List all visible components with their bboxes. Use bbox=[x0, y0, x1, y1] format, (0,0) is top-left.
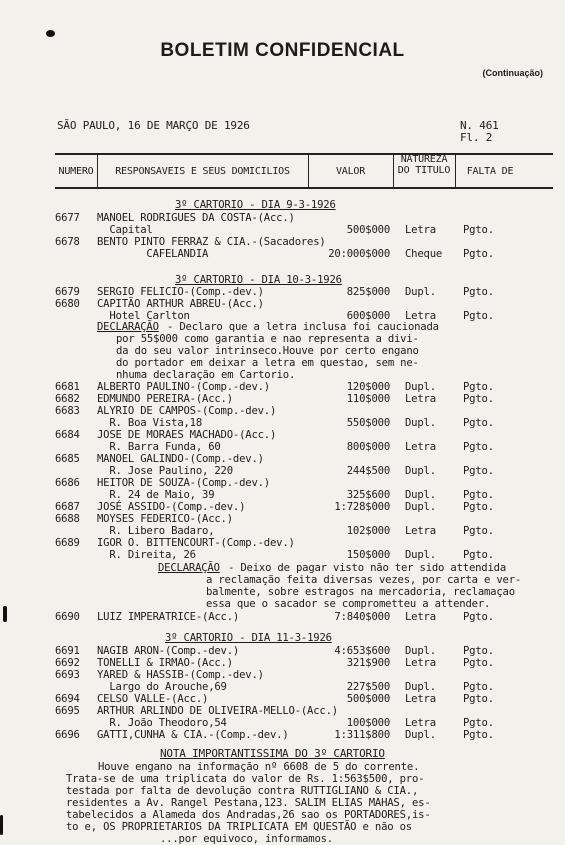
entry-name: MOYSES FEDERICO-(Acc.) bbox=[97, 513, 233, 525]
entry-nature: Dupl. bbox=[405, 549, 436, 561]
entry-value: 20:000$000 bbox=[328, 248, 390, 260]
entry-nature: Dupl. bbox=[405, 729, 436, 741]
header-natureza: NATUREZA DO TITULO bbox=[397, 154, 451, 176]
entry-name: JOSE DE MORAES MACHADO-(Acc.) bbox=[97, 429, 277, 441]
entry-missing: Pgto. bbox=[463, 489, 494, 501]
entry-value: 500$000 bbox=[346, 693, 390, 705]
entry-nature: Letra bbox=[405, 657, 436, 669]
declaration-text: - Declaro que a letra inclusa foi caucionada bbox=[167, 321, 439, 333]
entry-missing: Pgto. bbox=[463, 657, 494, 669]
place-date: SÃO PAULO, 16 DE MARÇO DE 1926 bbox=[57, 119, 250, 132]
entry-name: YARED & HASSIB-(Comp.-dev.) bbox=[97, 669, 264, 681]
entry-name: Largo do Arouche,69 bbox=[97, 681, 227, 693]
entry-name: LUIZ IMPERATRICE-(Acc.) bbox=[97, 611, 240, 623]
declaration-text: da do seu valor intrinseco.Houve por certo engano bbox=[116, 345, 419, 357]
declaration-text: - Deixo de pagar visto não ter sido attendida bbox=[228, 562, 507, 574]
declaration-label: DECLARAÇÃO bbox=[158, 562, 220, 574]
entry-nature: Dupl. bbox=[405, 501, 436, 513]
note-text: tabelecidos a Alameda dos Andradas,26 sao os PORTADORES,is- bbox=[66, 809, 431, 821]
header-falta: FALTA DE bbox=[466, 166, 514, 177]
entry-missing: Pgto. bbox=[463, 645, 494, 657]
ink-speck bbox=[46, 30, 55, 37]
declaration-text: do portador em deixar a letra em questao, sem ne- bbox=[116, 357, 419, 369]
entry-number: 6686 bbox=[55, 477, 80, 489]
entry-name: BENTO PINTO FERRAZ & CIA.-(Sacadores) bbox=[97, 236, 326, 248]
entry-number: 6694 bbox=[55, 693, 80, 705]
entry-missing: Pgto. bbox=[463, 717, 494, 729]
entry-missing: Pgto. bbox=[463, 310, 494, 322]
entry-number: 6689 bbox=[55, 537, 80, 549]
page-title: BOLETIM CONFIDENCIAL bbox=[160, 40, 405, 61]
declaration-text: balmente, sobre estragos na mercadoria, reclamaçao bbox=[206, 586, 515, 598]
entry-missing: Pgto. bbox=[463, 286, 494, 298]
entry-nature: Letra bbox=[405, 693, 436, 705]
entry-missing: Pgto. bbox=[463, 729, 494, 741]
section-heading: 3º CARTORIO - DIA 10-3-1926 bbox=[175, 274, 342, 286]
entry-number: 6691 bbox=[55, 645, 80, 657]
entry-value: 227$500 bbox=[346, 681, 390, 693]
entry-nature: Letra bbox=[405, 441, 436, 453]
entry-value: 120$000 bbox=[346, 381, 390, 393]
entry-number: 6695 bbox=[55, 705, 80, 717]
note-text: residentes a Av. Rangel Pestana,123. SALIM ELIAS MAHAS, es- bbox=[66, 797, 431, 809]
entry-nature: Dupl. bbox=[405, 489, 436, 501]
entry-name: CAFELANDIA bbox=[97, 248, 209, 260]
entry-name: R. João Theodoro,54 bbox=[97, 717, 227, 729]
entry-value: 825$000 bbox=[346, 286, 390, 298]
entry-number: 6685 bbox=[55, 453, 80, 465]
entry-name: IGOR O. BITTENCOURT-(Comp.-dev.) bbox=[97, 537, 295, 549]
entry-nature: Dupl. bbox=[405, 417, 436, 429]
entry-number: 6684 bbox=[55, 429, 80, 441]
entry-nature: Dupl. bbox=[405, 681, 436, 693]
entry-nature: Letra bbox=[405, 393, 436, 405]
entry-missing: Pgto. bbox=[463, 549, 494, 561]
entry-name: TONELLI & IRMAO-(Acc.) bbox=[97, 657, 233, 669]
entry-name: MANOEL GALINDO-(Comp.-dev.) bbox=[97, 453, 264, 465]
entry-name: GATTI,CUNHA & CIA.-(Comp.-dev.) bbox=[97, 729, 289, 741]
entry-number: 6693 bbox=[55, 669, 80, 681]
entry-nature: Letra bbox=[405, 224, 436, 236]
entry-value: 321$900 bbox=[346, 657, 390, 669]
note-text: testada por falta de devolução contra RUTTIGLIANO & CIA., bbox=[66, 785, 419, 797]
entry-value: 1:311$800 bbox=[334, 729, 390, 741]
entry-number: 6690 bbox=[55, 611, 80, 623]
entry-number: 6678 bbox=[55, 236, 80, 248]
entry-nature: Letra bbox=[405, 310, 436, 322]
entry-missing: Pgto. bbox=[463, 381, 494, 393]
entry-value: 102$000 bbox=[346, 525, 390, 537]
entry-value: 4:653$600 bbox=[334, 645, 390, 657]
entry-nature: Cheque bbox=[405, 248, 443, 260]
entry-number: 6677 bbox=[55, 212, 80, 224]
entry-number: 6681 bbox=[55, 381, 80, 393]
entry-nature: Letra bbox=[405, 525, 436, 537]
entry-number: 6696 bbox=[55, 729, 80, 741]
entry-name: HEITOR DE SOUZA-(Comp.-dev.) bbox=[97, 477, 270, 489]
entry-nature: Letra bbox=[405, 611, 436, 623]
note-text: Trata-se de uma triplicata do valor de Rs. 1:563$500, pro- bbox=[66, 773, 425, 785]
entry-value: 800$000 bbox=[346, 441, 390, 453]
entry-value: 110$000 bbox=[346, 393, 390, 405]
declaration-text: por 55$000 como garantia e nao representa a divi- bbox=[116, 333, 419, 345]
ink-speck bbox=[3, 606, 7, 622]
entry-value: 100$000 bbox=[346, 717, 390, 729]
entry-missing: Pgto. bbox=[463, 393, 494, 405]
entry-missing: Pgto. bbox=[463, 224, 494, 236]
entry-name: ALBERTO PAULINO-(Comp.-dev.) bbox=[97, 381, 270, 393]
entry-missing: Pgto. bbox=[463, 417, 494, 429]
bulletin-number: N. 461 bbox=[460, 119, 499, 132]
entry-name: Hotel Carlton bbox=[97, 310, 190, 322]
entry-name: R. 24 de Maio, 39 bbox=[97, 489, 215, 501]
entry-value: 500$000 bbox=[346, 224, 390, 236]
entry-missing: Pgto. bbox=[463, 681, 494, 693]
entry-name: JOSÉ ASSIDO-(Comp.-dev.) bbox=[97, 501, 246, 513]
entry-number: 6682 bbox=[55, 393, 80, 405]
header-numero: NUMERO bbox=[58, 166, 94, 177]
ink-speck bbox=[0, 815, 3, 835]
note-text: ...por equivoco, informamos. bbox=[160, 833, 333, 845]
entry-name: NAGIB ARON-(Comp.-dev.) bbox=[97, 645, 240, 657]
entry-missing: Pgto. bbox=[463, 441, 494, 453]
entry-number: 6688 bbox=[55, 513, 80, 525]
section-heading: 3º CARTORIO - DIA 9-3-1926 bbox=[175, 199, 336, 211]
note-title: NOTA IMPORTANTISSIMA DO 3º CARTORIO bbox=[160, 747, 385, 760]
sheet-number: Fl. 2 bbox=[460, 131, 493, 144]
entry-name: CELSO VALLE-(Acc.) bbox=[97, 693, 209, 705]
entry-nature: Dupl. bbox=[405, 645, 436, 657]
entry-missing: Pgto. bbox=[463, 611, 494, 623]
entry-name: R. Jose Paulino, 220 bbox=[97, 465, 233, 477]
continuation-label: (Continuação) bbox=[482, 68, 543, 78]
entry-value: 7:840$000 bbox=[334, 611, 390, 623]
entry-nature: Letra bbox=[405, 717, 436, 729]
entry-missing: Pgto. bbox=[463, 525, 494, 537]
note-text: Houve engano na informação nº 6608 de 5 do corrente. bbox=[98, 761, 420, 773]
entry-value: 325$600 bbox=[346, 489, 390, 501]
entry-name: R. Libero Badaro, bbox=[97, 525, 215, 537]
entry-missing: Pgto. bbox=[463, 465, 494, 477]
entry-name: SERGIO FELICIO-(Comp.-dev.) bbox=[97, 286, 264, 298]
note-text: to e, OS PROPRIETARIOS DA TRIPLICATA EM QUESTÃO e não os bbox=[66, 821, 412, 833]
entry-missing: Pgto. bbox=[463, 693, 494, 705]
entry-number: 6680 bbox=[55, 298, 80, 310]
entry-name: ALYRIO DE CAMPOS-(Comp.-dev.) bbox=[97, 405, 277, 417]
declaration-text: essa que o sacador se comprometteu a attender. bbox=[206, 598, 491, 610]
entry-name: EDMUNDO PEREIRA-(Acc.) bbox=[97, 393, 233, 405]
entry-number: 6679 bbox=[55, 286, 80, 298]
entry-value: 550$000 bbox=[346, 417, 390, 429]
entry-number: 6683 bbox=[55, 405, 80, 417]
entry-nature: Dupl. bbox=[405, 286, 436, 298]
entry-value: 1:728$000 bbox=[334, 501, 390, 513]
entry-value: 600$000 bbox=[346, 310, 390, 322]
entry-value: 244$500 bbox=[346, 465, 390, 477]
entry-name: R. Boa Vista,18 bbox=[97, 417, 203, 429]
declaration-text: nhuma declaração em Cartorio. bbox=[116, 369, 296, 381]
entry-value: 150$000 bbox=[346, 549, 390, 561]
entry-nature: Dupl. bbox=[405, 381, 436, 393]
section-heading: 3º CARTORIO - DIA 11-3-1926 bbox=[165, 632, 332, 644]
entry-name: CAPITÃO ARTHUR ABREU-(Acc.) bbox=[97, 298, 264, 310]
entry-name: R. Direita, 26 bbox=[97, 549, 196, 561]
declaration-label: DECLARAÇÃO bbox=[97, 321, 159, 333]
entry-name: MANOEL RODRIGUES DA COSTA-(Acc.) bbox=[97, 212, 295, 224]
entry-name: Capital bbox=[97, 224, 153, 236]
entry-number: 6692 bbox=[55, 657, 80, 669]
entry-missing: Pgto. bbox=[463, 501, 494, 513]
entry-name: R. Barra Funda, 60 bbox=[97, 441, 221, 453]
entry-nature: Dupl. bbox=[405, 465, 436, 477]
entry-number: 6687 bbox=[55, 501, 80, 513]
header-valor: VALOR bbox=[335, 166, 366, 177]
entry-name: ARTHUR ARLINDO DE OLIVEIRA-MELLO-(Acc.) bbox=[97, 705, 338, 717]
entry-missing: Pgto. bbox=[463, 248, 494, 260]
declaration-text: a reclamação feita diversas vezes, por carta e ver- bbox=[206, 574, 522, 586]
header-responsaveis: RESPONSAVEIS E SEUS DOMICILIOS bbox=[115, 166, 290, 177]
